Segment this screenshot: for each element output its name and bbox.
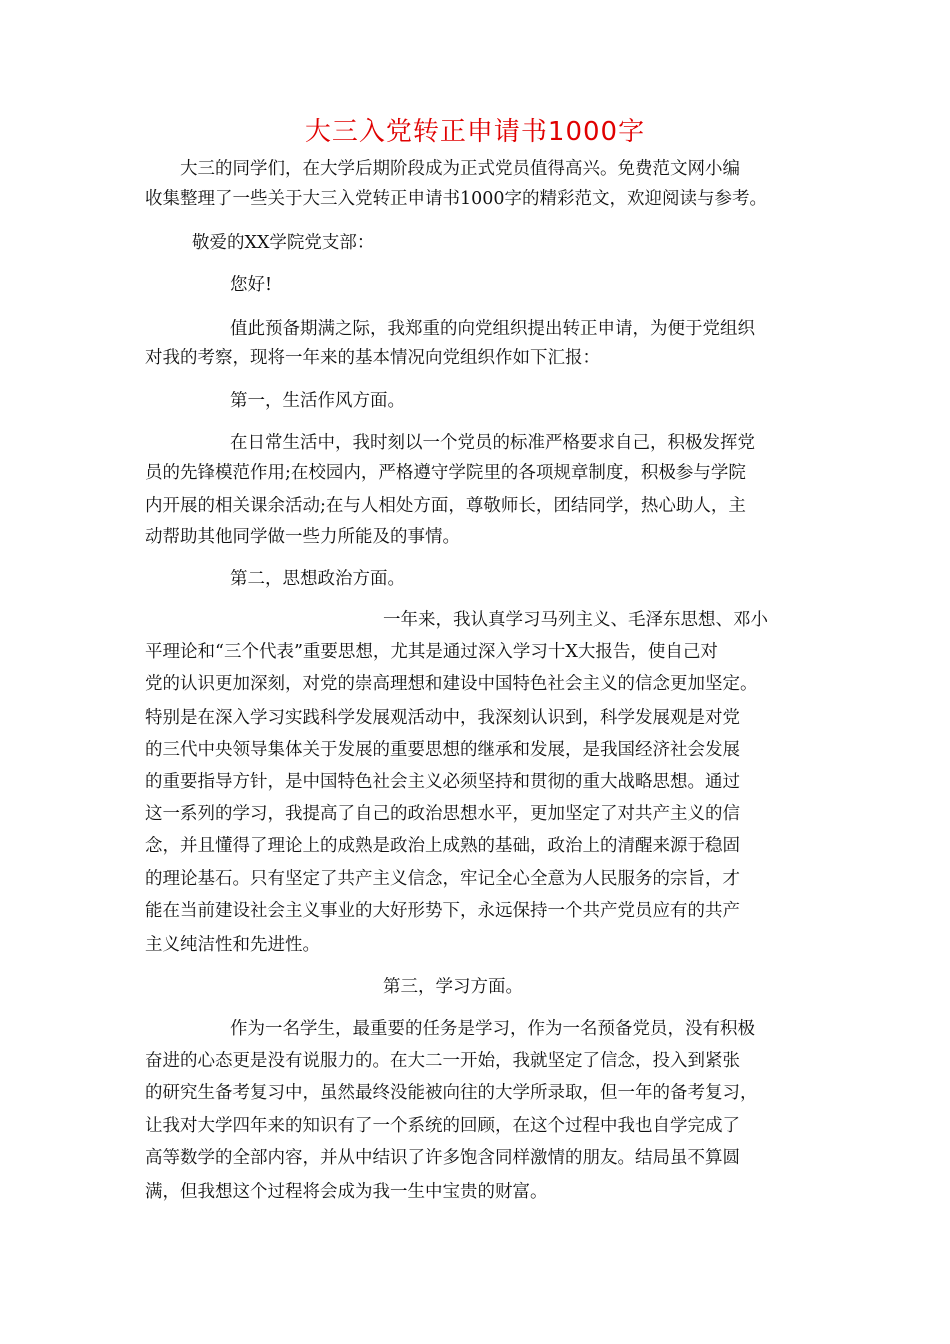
body-line: 平理论和“三个代表”重要思想，尤其是通过深入学习十X大报告，使自己对 xyxy=(145,642,718,662)
intro-line: 收集整理了一些关于大三入党转正申请书1000字的精彩范文，欢迎阅读与参考。 xyxy=(145,189,768,209)
body-line: 让我对大学四年来的知识有了一个系统的回顾，在这个过程中我也自学完成了 xyxy=(145,1116,740,1136)
intro-paragraph xyxy=(145,154,825,214)
section-heading: 第二，思想政治方面。 xyxy=(230,569,405,589)
greeting: 您好! xyxy=(230,275,273,295)
body-line: 主义纯洁性和先进性。 xyxy=(145,935,320,955)
body-line: 特别是在深入学习实践科学发展观活动中，我深刻认识到，科学发展观是对党 xyxy=(145,708,740,728)
body-line: 高等数学的全部内容，并从中结识了许多饱含同样激情的朋友。结局虽不算圆 xyxy=(145,1148,740,1168)
body-line: 的重要指导方针，是中国特色社会主义必须坚持和贯彻的重大战略思想。通过 xyxy=(145,772,740,792)
body-line: 的理论基石。只有坚定了共产主义信念，牢记全心全意为人民服务的宗旨，才 xyxy=(145,869,740,889)
body-line: 念，并且懂得了理论上的成熟是政治上成熟的基础，政治上的清醒来源于稳固 xyxy=(145,836,740,856)
body-line: 党的认识更加深刻，对党的崇高理想和建设中国特色社会主义的信念更加坚定。 xyxy=(145,674,758,694)
body-line: 在日常生活中，我时刻以一个党员的标准严格要求自己，积极发挥党 xyxy=(230,433,755,453)
intro-line: 大三的同学们，在大学后期阶段成为正式党员值得高兴。免费范文网小编 xyxy=(180,159,740,179)
body-line: 作为一名学生，最重要的任务是学习，作为一名预备党员，没有积极 xyxy=(230,1019,755,1039)
body-line: 这一系列的学习，我提高了自己的政治思想水平，更加坚定了对共产主义的信 xyxy=(145,804,740,824)
section-heading: 第三，学习方面。 xyxy=(383,977,523,997)
body-line: 能在当前建设社会主义事业的大好形势下，永远保持一个共产党员应有的共产 xyxy=(145,901,740,921)
body-line: 员的先锋模范作用;在校园内，严格遵守学院里的各项规章制度，积极参与学院 xyxy=(145,463,746,483)
document-title: 大三入党转正申请书1000字 xyxy=(304,117,646,147)
salutation: 敬爱的XX学院党支部： xyxy=(192,233,375,253)
opening-line: 对我的考察，现将一年来的基本情况向党组织作如下汇报： xyxy=(145,348,600,368)
opening-line: 值此预备期满之际，我郑重的向党组织提出转正申请，为便于党组织 xyxy=(230,319,755,339)
section-heading: 第一，生活作风方面。 xyxy=(230,391,405,411)
body-line: 动帮助其他同学做一些力所能及的事情。 xyxy=(145,527,460,547)
body-line: 内开展的相关课余活动;在与人相处方面，尊敬师长，团结同学，热心助人，主 xyxy=(145,496,746,516)
body-line: 的研究生备考复习中，虽然最终没能被向往的大学所录取，但一年的备考复习， xyxy=(145,1083,758,1103)
body-line: 满，但我想这个过程将会成为我一生中宝贵的财富。 xyxy=(145,1182,548,1202)
body-line: 的三代中央领导集体关于发展的重要思想的继承和发展，是我国经济社会发展 xyxy=(145,740,740,760)
body-line: 一年来，我认真学习马列主义、毛泽东思想、邓小 xyxy=(383,610,768,630)
body-line: 奋进的心态更是没有说服力的。在大二一开始，我就坚定了信念，投入到紧张 xyxy=(145,1051,740,1071)
